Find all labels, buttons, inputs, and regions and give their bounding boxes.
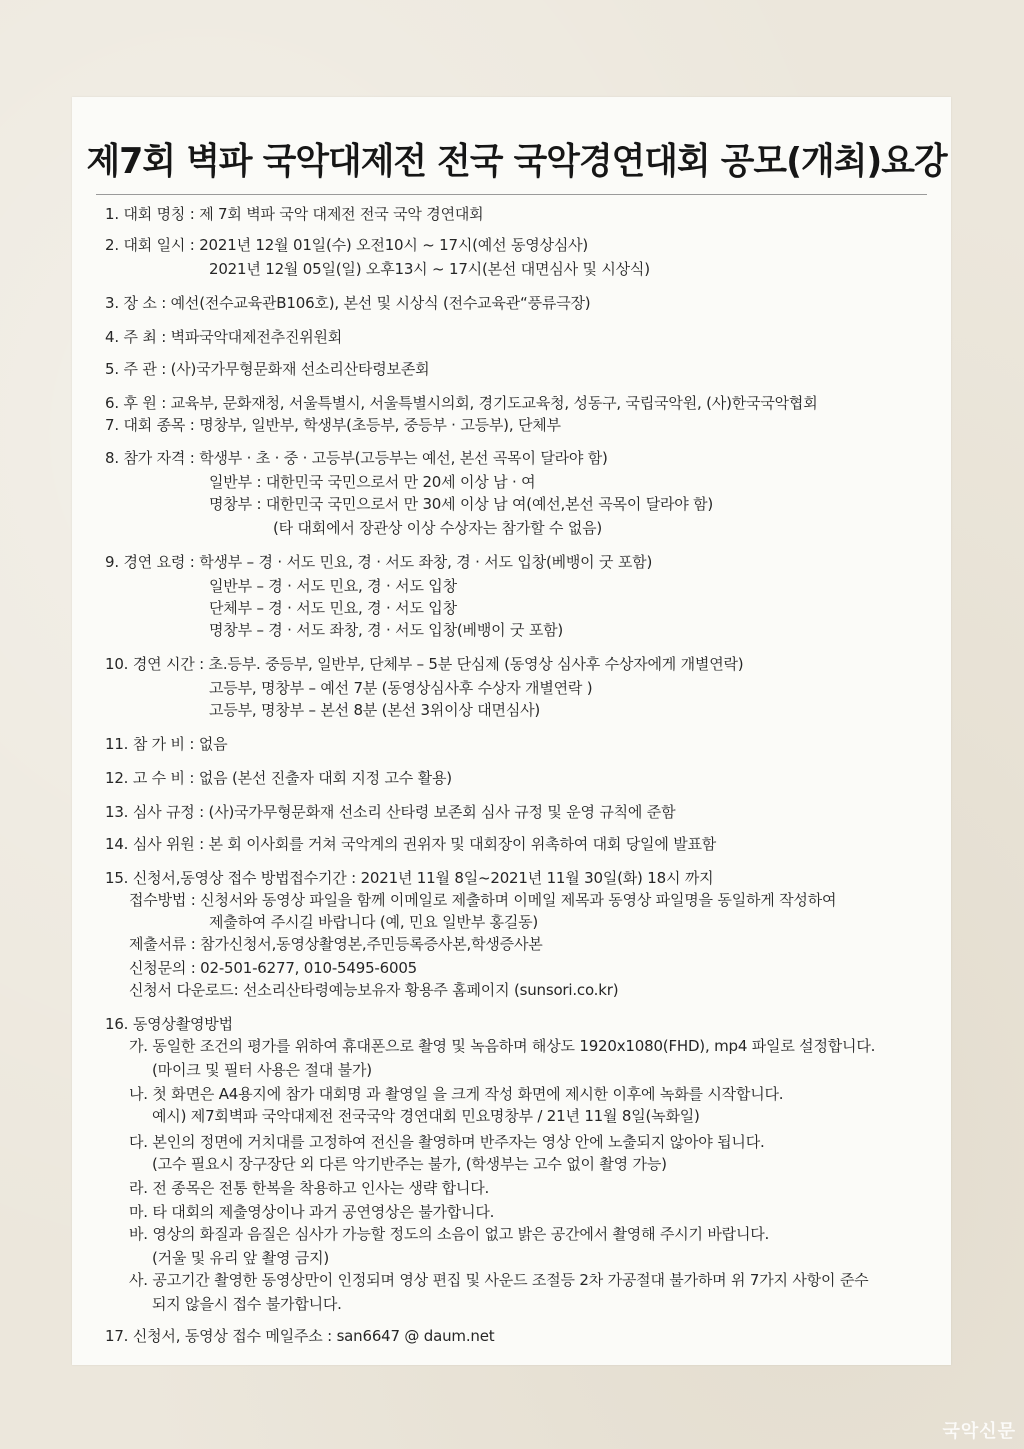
document-line: 3. 장 소 : 예선(전수교육관B106호), 본선 및 시상식 (전수교육관“풍류극장) [105, 294, 591, 312]
document-line: (타 대회에서 장관상 이상 수상자는 참가할 수 없음) [273, 519, 603, 537]
document-line: 1. 대회 명칭 : 제 7회 벽파 국악 대제전 전국 국악 경연대회 [105, 205, 484, 223]
document-body [72, 97, 951, 1365]
document-line: 16. 동영상촬영방법 [105, 1015, 233, 1033]
document-line: 가. 동일한 조건의 평가를 위하여 휴대폰으로 촬영 및 녹음하며 해상도 1920x1080(FHD), mp4 파일로 설정합니다. [129, 1037, 876, 1055]
document-line: 일반부 – 경 · 서도 민요, 경 · 서도 입창 [209, 577, 457, 595]
document-line: 17. 신청서, 동영상 접수 메일주소 : san6647 @ daum.net [105, 1327, 495, 1345]
document-line: 명창부 : 대한민국 국민으로서 만 30세 이상 남 여(예선,본선 곡목이 달라야 함) [209, 495, 714, 513]
document-line: 바. 영상의 화질과 음질은 심사가 가능할 정도의 소음이 없고 밝은 공간에서 촬영해 주시기 바랍니다. [129, 1225, 770, 1243]
document-line: 2021년 12월 05일(일) 오후13시 ~ 17시(본선 대면심사 및 시상식) [209, 260, 650, 278]
document-line: 명창부 – 경 · 서도 좌창, 경 · 서도 입창(베뱅이 굿 포함) [209, 621, 564, 639]
watermark: 국악신문 [942, 1421, 1016, 1442]
document-line: 14. 심사 위원 : 본 회 이사회를 거쳐 국악계의 권위자 및 대회장이 위촉하여 대회 당일에 발표함 [105, 835, 717, 853]
document-line: 마. 타 대회의 제출영상이나 과거 공연영상은 불가합니다. [129, 1203, 495, 1221]
document-line: 15. 신청서,동영상 접수 방법접수기간 : 2021년 11월 8일~2021년 11월 30일(화) 18시 까지 [105, 869, 714, 887]
document-line: 6. 후 원 : 교육부, 문화재청, 서울특별시, 서울특별시의회, 경기도교육청, 성동구, 국립국악원, (사)한국국악협회 [105, 394, 818, 412]
document-line: 단체부 – 경 · 서도 민요, 경 · 서도 입창 [209, 599, 457, 617]
document-line: 되지 않을시 접수 불가합니다. [152, 1295, 342, 1313]
document-line: 접수방법 : 신청서와 동영상 파일을 함께 이메일로 제출하며 이메일 제목과 동영상 파일명을 동일하게 작성하여 [129, 891, 837, 909]
document-line: (거울 및 유리 앞 촬영 금지) [152, 1249, 330, 1267]
document-line: 11. 참 가 비 : 없음 [105, 735, 228, 753]
document-line: 9. 경연 요령 : 학생부 – 경 · 서도 민요, 경 · 서도 좌창, 경 · 서도 입창(베뱅이 굿 포함) [105, 553, 653, 571]
document-line: 2. 대회 일시 : 2021년 12월 01일(수) 오전10시 ~ 17시(예선 동영상심사) [105, 236, 589, 254]
document-line: 제출하여 주시길 바랍니다 (예, 민요 일반부 홍길동) [209, 913, 539, 931]
document-line: 고등부, 명창부 – 예선 7분 (동영상심사후 수상자 개별연락 ) [209, 679, 593, 697]
document-sheet [72, 97, 951, 1365]
document-title: 제7회 벽파 국악대제전 전국 국악경연대회 공모(개최)요강 [86, 141, 947, 182]
document-line: 8. 참가 자격 : 학생부 · 초 · 중 · 고등부(고등부는 예선, 본선 곡목이 달라야 함) [105, 449, 608, 467]
document-line: 제출서류 : 참가신청서,동영상촬영본,주민등록증사본,학생증사본 [129, 935, 543, 953]
document-line: 신청문의 : 02-501-6277, 010-5495-6005 [129, 959, 418, 977]
document-line: 라. 전 종목은 전통 한복을 착용하고 인사는 생략 합니다. [129, 1179, 490, 1197]
document-line: 예시) 제7회벽파 국악대제전 전국국악 경연대회 민요명창부 / 21년 11월 8일(녹화일) [152, 1107, 700, 1125]
document-line: 다. 본인의 정면에 거치대를 고정하여 전신을 촬영하며 반주자는 영상 안에 노출되지 않아야 됩니다. [129, 1133, 765, 1151]
document-line: 4. 주 최 : 벽파국악대제전추진위원회 [105, 328, 343, 346]
document-line: 고등부, 명창부 – 본선 8분 (본선 3위이상 대면심사) [209, 701, 541, 719]
document-line: 일반부 : 대한민국 국민으로서 만 20세 이상 남 · 여 [209, 473, 536, 491]
document-line: 10. 경연 시간 : 초.등부. 중등부, 일반부, 단체부 – 5분 단심제 (동영상 심사후 수상자에게 개별연락) [105, 655, 744, 673]
document-line: 나. 첫 화면은 A4용지에 참가 대회명 과 촬영일 을 크게 작성 화면에 제시한 이후에 녹화를 시작합니다. [129, 1085, 784, 1103]
document-line: 7. 대회 종목 : 명창부, 일반부, 학생부(초등부, 중등부 · 고등부), 단체부 [105, 416, 561, 434]
document-line: 신청서 다운로드: 선소리산타령예능보유자 황용주 홈페이지 (sunsori.co.kr) [129, 981, 619, 999]
document-line: 12. 고 수 비 : 없음 (본선 진출자 대회 지정 고수 활용) [105, 769, 452, 787]
document-line: (마이크 및 필터 사용은 절대 불가) [152, 1061, 372, 1079]
document-line: 5. 주 관 : (사)국가무형문화재 선소리산타령보존회 [105, 360, 430, 378]
document-line: 사. 공고기간 촬영한 동영상만이 인정되며 영상 편집 및 사운드 조절등 2차 가공절대 불가하며 위 7가지 사항이 준수 [129, 1271, 869, 1289]
document-line: 13. 심사 규정 : (사)국가무형문화재 선소리 산타령 보존회 심사 규정 및 운영 규칙에 준함 [105, 803, 676, 821]
document-line: (고수 필요시 장구장단 외 다른 악기반주는 불가, (학생부는 고수 없이 촬영 가능) [152, 1155, 667, 1173]
